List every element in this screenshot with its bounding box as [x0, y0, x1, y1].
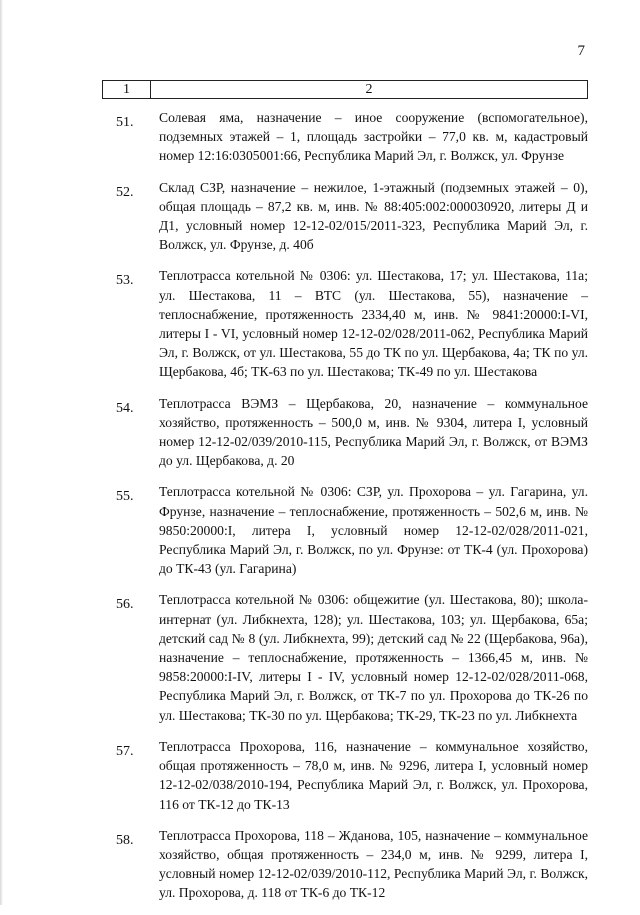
entry-text: Теплотрасса котельной № 0306: общежитие (ул. Шестакова, 80); школа-интернат (ул. Либкнехта, 128); ул. Шестакова, 103; ул. Щербакова, 65а; детский сад № 8 (ул. Либкнехта, 99); детский сад № 22 (Щербакова, 96а), назначение – теплоснабжение, протяженность – 1366,45 м, инв. № 9858:20000:I-IV, литеры I - IV, условный номер 12-12-02/028/2011-068, Республика Марий Эл, г. Волжск, от ТК-7 по ул. Прохорова до ТК-26 по ул. Шестакова; ТК-30 по ул. Щербакова; ТК-29, ТК-23 по ул. Либкнехта — [159, 592, 588, 723]
table-header-col-2: 2 — [365, 82, 373, 97]
entry-number: 54. — [116, 400, 134, 416]
entries-list — [102, 108, 588, 915]
table-header-col-1: 1 — [103, 81, 151, 98]
entry-number: 57. — [116, 743, 134, 759]
entry-number: 53. — [116, 273, 134, 289]
entry-text: Теплотрасса Прохорова, 118 – Жданова, 105, назначение – коммунальное хозяйство, общая протяженность – 234,0 м, инв. № 9299, литера I, условный номер 12-12-02/039/2010-112, Республика Марий Эл, г. Волжск, ул. Прохорова, д. 118 от ТК-6 до ТК-12 — [159, 827, 588, 901]
entry-text: Теплотрасса котельной № 0306: СЗР, ул. Прохорова – ул. Гагарина, ул. Фрунзе, назначение – теплоснабжение, протяженность – 502,6 м, инв. № 9850:20000:I, литера I, условный номер 12-12-02/028/2011-021, Республика Марий Эл, г. Волжск, по ул. Фрунзе: от ТК-4 (ул. Прохорова) до ТК-43 (ул. Гагарина) — [159, 484, 588, 577]
entry-text: Теплотрасса ВЭМЗ – Щербакова, 20, назначение – коммунальное хозяйство, протяженность – 500,0 м, инв. № 9304, литера I, условный номер 12-12-02/039/2010-115, Республика Марий Эл, г. Волжск, от ВЭМЗ до ул. Щербакова, д. 20 — [159, 395, 588, 469]
list-item — [102, 482, 588, 578]
list-item — [102, 394, 588, 471]
entry-number: 56. — [116, 597, 134, 613]
entry-text: Склад СЗР, назначение – нежилое, 1-этажный (подземных этажей – 0), общая площадь – 87,2 кв. м, инв. № 88:405:002:000030920, литеры Д и Д1, условный номер 12-12-02/015/2011-323, Республика Марий Эл, г. Волжск, ул. Фрунзе, д. 40б — [159, 179, 588, 253]
page-number: 7 — [577, 43, 585, 59]
entry-text: Теплотрасса Прохорова, 116, назначение – коммунальное хозяйство, общая протяженность – 78,0 м, инв. № 9296, литера I, условный номер 12-12-02/038/2010-194, Республика Марий Эл, г. Волжск, ул. Прохорова, 116 от ТК-12 до ТК-13 — [159, 738, 588, 812]
list-item — [102, 826, 588, 903]
list-item — [102, 108, 588, 166]
entry-number: 51. — [116, 115, 134, 130]
table-header-row — [102, 80, 588, 99]
page-edge-shadow — [0, 0, 3, 905]
list-item — [102, 590, 588, 724]
list-item — [102, 178, 588, 255]
entry-number: 55. — [116, 489, 134, 505]
entry-number: 58. — [116, 832, 134, 848]
entry-text: Солевая яма, назначение – иное сооружение (вспомогательное), подземных этажей – 1, площадь застройки – 77,0 кв. м, кадастровый номер 12:16:0305001:66, Республика Марий Эл, г. Волжск, ул. Фрунзе — [159, 110, 588, 164]
entry-number: 52. — [116, 184, 134, 200]
entry-text: Теплотрасса котельной № 0306: ул. Шестакова, 17; ул. Шестакова, 11а; ул. Шестакова, 11 – ВТС (ул. Шестакова, 55), назначение – теплоснабжение, протяженность 2334,40 м, инв. № 9841:20000:I-VI, литеры I - VI, условный номер 12-12-02/028/2011-062, Республика Марий Эл, г. Волжск, от ул. Шестакова, 55 до ТК по ул. Щербакова, 4а; ТК по ул. Щербакова, 4б; ТК-63 по ул. Шестакова; ТК-49 по ул. Шестакова — [159, 268, 588, 380]
list-item — [102, 266, 588, 381]
list-item — [102, 737, 588, 814]
